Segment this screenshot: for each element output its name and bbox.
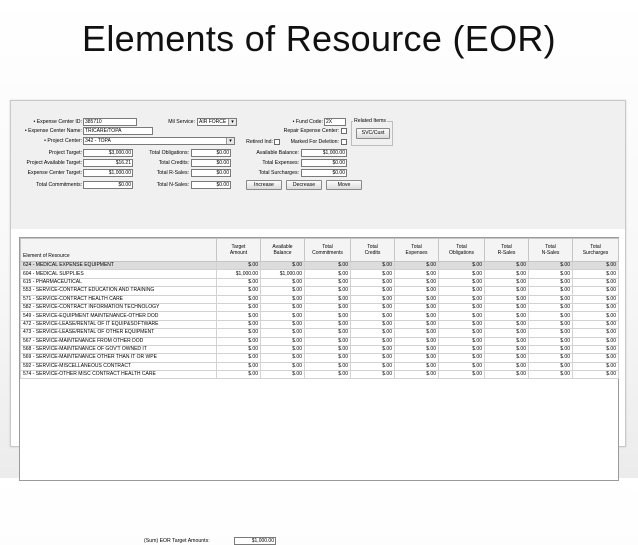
table-row[interactable] bbox=[21, 362, 619, 370]
amount-cell: $.00 bbox=[351, 287, 395, 295]
table-row[interactable] bbox=[21, 371, 619, 379]
amount-cell: $.00 bbox=[305, 354, 351, 362]
svc-cust-button[interactable]: SVC/Cust bbox=[356, 128, 390, 139]
table-row[interactable] bbox=[21, 320, 619, 328]
amount-cell: $1,000.00 bbox=[261, 270, 305, 278]
amount-cell: $.00 bbox=[305, 270, 351, 278]
expense-center-name-label: • Expense Center Name: bbox=[24, 128, 82, 134]
available-balance-field: $1,000.00 bbox=[301, 149, 347, 157]
amount-cell: $.00 bbox=[395, 262, 439, 270]
project-available-target-field: $16.21 bbox=[83, 159, 133, 167]
amount-cell: $.00 bbox=[439, 312, 485, 320]
amount-cell: $.00 bbox=[573, 371, 619, 379]
column-header[interactable]: Target Amount bbox=[217, 239, 261, 262]
column-header[interactable]: Total Surcharges bbox=[573, 239, 619, 262]
total-credits-field: $0.00 bbox=[191, 159, 231, 167]
grid-body bbox=[21, 262, 619, 379]
total-expenses-label: Total Expenses: bbox=[262, 160, 299, 166]
eor-name-cell: 568 - SERVICE-MAINTENANCE OF GOV'T OWNED IT bbox=[21, 345, 217, 353]
expense-center-id-field[interactable]: 385710 bbox=[83, 118, 137, 126]
table-row[interactable] bbox=[21, 329, 619, 337]
amount-cell: $.00 bbox=[573, 270, 619, 278]
column-header[interactable]: Total Obligations bbox=[439, 239, 485, 262]
eor-name-cell: 567 - SERVICE-MAINTENANCE FROM OTHER DOD bbox=[21, 337, 217, 345]
table-row[interactable] bbox=[21, 354, 619, 362]
amount-cell: $.00 bbox=[261, 371, 305, 379]
amount-cell: $.00 bbox=[485, 362, 529, 370]
amount-cell: $.00 bbox=[395, 287, 439, 295]
total-r-sales-field: $0.00 bbox=[191, 169, 231, 177]
amount-cell: $.00 bbox=[305, 329, 351, 337]
amount-cell: $.00 bbox=[439, 287, 485, 295]
column-header[interactable]: Total Expenses bbox=[395, 239, 439, 262]
eor-name-cell: 571 - SERVICE-CONTRACT HEALTH CARE bbox=[21, 295, 217, 303]
amount-cell: $.00 bbox=[529, 371, 573, 379]
eor-name-cell: 615 - PHARMACEUTICAL bbox=[21, 278, 217, 286]
amount-cell: $.00 bbox=[529, 303, 573, 311]
expense-center-form bbox=[11, 101, 625, 229]
expense-center-id-label: • Expense Center ID: bbox=[33, 119, 82, 125]
amount-cell: $.00 bbox=[217, 295, 261, 303]
amount-cell: $.00 bbox=[573, 362, 619, 370]
repair-expense-center-checkbox[interactable] bbox=[341, 128, 347, 134]
eor-name-cell: 574 - SERVICE-OTHER MISC CONTRACT HEALTH CARE bbox=[21, 371, 217, 379]
amount-cell: $.00 bbox=[261, 303, 305, 311]
amount-cell: $.00 bbox=[573, 354, 619, 362]
eor-name-cell: 472 - SERVICE-LEASE/RENTAL OF IT EQUIP&SOFTWARE bbox=[21, 320, 217, 328]
sum-target-label: (Sum) EOR Target Amounts: bbox=[144, 538, 210, 544]
amount-cell: $.00 bbox=[217, 303, 261, 311]
amount-cell: $.00 bbox=[261, 337, 305, 345]
amount-cell: $.00 bbox=[485, 287, 529, 295]
eor-name-cell: 473 - SERVICE-LEASE/RENTAL OF OTHER EQUIPMENT bbox=[21, 329, 217, 337]
amount-cell: $1,000.00 bbox=[217, 270, 261, 278]
eor-name-cell: 582 - SERVICE-CONTRACT INFORMATION TECHNOLOGY bbox=[21, 303, 217, 311]
table-row[interactable] bbox=[21, 287, 619, 295]
amount-cell: $.00 bbox=[573, 345, 619, 353]
amount-cell: $.00 bbox=[529, 329, 573, 337]
amount-cell: $.00 bbox=[351, 295, 395, 303]
amount-cell: $.00 bbox=[395, 295, 439, 303]
amount-cell: $.00 bbox=[217, 320, 261, 328]
table-row[interactable] bbox=[21, 270, 619, 278]
table-row[interactable] bbox=[21, 295, 619, 303]
table-row[interactable] bbox=[21, 303, 619, 311]
marked-for-deletion-label: Marked For Deletion: bbox=[290, 139, 339, 145]
related-items-label: Related Items bbox=[354, 118, 387, 124]
amount-cell: $.00 bbox=[351, 337, 395, 345]
amount-cell: $.00 bbox=[395, 371, 439, 379]
total-n-sales-label: Total N-Sales: bbox=[156, 182, 189, 188]
chevron-down-icon[interactable]: ▾ bbox=[228, 119, 236, 125]
amount-cell: $.00 bbox=[395, 362, 439, 370]
amount-cell: $.00 bbox=[573, 278, 619, 286]
amount-cell: $.00 bbox=[261, 312, 305, 320]
amount-cell: $.00 bbox=[529, 262, 573, 270]
project-target-label: Project Target: bbox=[48, 150, 82, 156]
amount-cell: $.00 bbox=[485, 354, 529, 362]
amount-cell: $.00 bbox=[439, 354, 485, 362]
column-header[interactable]: Total R-Sales bbox=[485, 239, 529, 262]
amount-cell: $.00 bbox=[261, 362, 305, 370]
amount-cell: $.00 bbox=[351, 320, 395, 328]
amount-cell: $.00 bbox=[573, 287, 619, 295]
eor-name-cell: 553 - SERVICE-CONTRACT EDUCATION AND TRAINING bbox=[21, 287, 217, 295]
project-target-field[interactable]: $3,000.00 bbox=[83, 149, 133, 157]
project-center-select[interactable] bbox=[83, 137, 235, 145]
amount-cell: $.00 bbox=[439, 278, 485, 286]
amount-cell: $.00 bbox=[395, 354, 439, 362]
amount-cell: $.00 bbox=[439, 320, 485, 328]
column-header[interactable]: Element of Resource bbox=[21, 239, 217, 262]
amount-cell: $.00 bbox=[351, 303, 395, 311]
eor-name-cell: 624 - MEDICAL EXPENSE EQUIPMENT bbox=[21, 262, 217, 270]
amount-cell: $.00 bbox=[261, 287, 305, 295]
expense-center-name-field[interactable]: TRICARE/TOPA bbox=[83, 127, 153, 135]
amount-cell: $.00 bbox=[305, 262, 351, 270]
amount-cell: $.00 bbox=[395, 303, 439, 311]
amount-cell: $.00 bbox=[261, 329, 305, 337]
amount-cell: $.00 bbox=[529, 337, 573, 345]
table-row[interactable] bbox=[21, 262, 619, 270]
retired-ind-label: Retired Ind: bbox=[246, 139, 273, 145]
mil-service-select[interactable] bbox=[197, 118, 237, 126]
amount-cell: $.00 bbox=[485, 262, 529, 270]
amount-cell: $.00 bbox=[351, 329, 395, 337]
total-commitments-label: Total Commitments: bbox=[36, 182, 82, 188]
amount-cell: $.00 bbox=[217, 354, 261, 362]
column-header[interactable]: Total Commitments bbox=[305, 239, 351, 262]
amount-cell: $.00 bbox=[529, 362, 573, 370]
fund-code-label: • Fund Code: bbox=[292, 119, 323, 125]
amount-cell: $.00 bbox=[217, 312, 261, 320]
amount-cell: $.00 bbox=[439, 362, 485, 370]
amount-cell: $.00 bbox=[395, 329, 439, 337]
mil-service-value: AIR FORCE bbox=[199, 119, 227, 125]
amount-cell: $.00 bbox=[351, 312, 395, 320]
expense-center-target-field[interactable]: $1,000.00 bbox=[83, 169, 133, 177]
grid-header-row bbox=[21, 239, 619, 262]
amount-cell: $.00 bbox=[217, 371, 261, 379]
eor-name-cell: 569 - SERVICE-MAINTENANCE OTHER THAN IT OR WPE bbox=[21, 354, 217, 362]
amount-cell: $.00 bbox=[395, 278, 439, 286]
amount-cell: $.00 bbox=[485, 345, 529, 353]
amount-cell: $.00 bbox=[261, 345, 305, 353]
amount-cell: $.00 bbox=[395, 270, 439, 278]
amount-cell: $.00 bbox=[305, 362, 351, 370]
amount-cell: $.00 bbox=[261, 295, 305, 303]
project-available-target-label: Project Available Target: bbox=[26, 160, 82, 166]
sum-target-value: $1,000.00 bbox=[234, 537, 276, 545]
amount-cell: $.00 bbox=[529, 295, 573, 303]
amount-cell: $.00 bbox=[305, 337, 351, 345]
slide-title: Elements of Resource (EOR) bbox=[82, 18, 556, 59]
amount-cell: $.00 bbox=[305, 303, 351, 311]
amount-cell: $.00 bbox=[217, 337, 261, 345]
eor-table bbox=[20, 238, 619, 379]
amount-cell: $.00 bbox=[529, 270, 573, 278]
amount-cell: $.00 bbox=[529, 287, 573, 295]
amount-cell: $.00 bbox=[485, 371, 529, 379]
amount-cell: $.00 bbox=[351, 270, 395, 278]
available-balance-label: Available Balance: bbox=[256, 150, 299, 156]
column-header[interactable]: Total N-Sales bbox=[529, 239, 573, 262]
amount-cell: $.00 bbox=[351, 354, 395, 362]
amount-cell: $.00 bbox=[217, 329, 261, 337]
total-credits-label: Total Credits: bbox=[158, 160, 189, 166]
total-surcharges-label: Total Surcharges: bbox=[258, 170, 299, 176]
table-row[interactable] bbox=[21, 345, 619, 353]
amount-cell: $.00 bbox=[485, 303, 529, 311]
amount-cell: $.00 bbox=[305, 312, 351, 320]
amount-cell: $.00 bbox=[351, 345, 395, 353]
amount-cell: $.00 bbox=[573, 262, 619, 270]
repair-expense-center-label: Repair Expense Center: bbox=[283, 128, 339, 134]
amount-cell: $.00 bbox=[217, 278, 261, 286]
amount-cell: $.00 bbox=[529, 354, 573, 362]
amount-cell: $.00 bbox=[573, 337, 619, 345]
amount-cell: $.00 bbox=[351, 262, 395, 270]
eor-name-cell: 592 - SERVICE-MISCELLANEOUS CONTRACT bbox=[21, 362, 217, 370]
amount-cell: $.00 bbox=[217, 362, 261, 370]
amount-cell: $.00 bbox=[439, 371, 485, 379]
column-header[interactable]: Total Credits bbox=[351, 239, 395, 262]
amount-cell: $.00 bbox=[485, 320, 529, 328]
amount-cell: $.00 bbox=[573, 303, 619, 311]
amount-cell: $.00 bbox=[485, 337, 529, 345]
eor-name-cell: 549 - SERVICE-EQUIPMENT MAINTENANCE-OTHER DOD bbox=[21, 312, 217, 320]
increase-button[interactable]: Increase bbox=[246, 180, 282, 190]
amount-cell: $.00 bbox=[485, 312, 529, 320]
amount-cell: $.00 bbox=[305, 278, 351, 286]
total-surcharges-field: $0.00 bbox=[301, 169, 347, 177]
eor-grid bbox=[19, 237, 619, 544]
project-center-value: 342 - TOPA bbox=[85, 138, 111, 144]
move-button[interactable]: Move bbox=[326, 180, 362, 190]
amount-cell: $.00 bbox=[217, 287, 261, 295]
eor-screenshot bbox=[10, 100, 626, 544]
marked-for-deletion-checkbox[interactable] bbox=[341, 139, 347, 145]
table-row[interactable] bbox=[21, 312, 619, 320]
amount-cell: $.00 bbox=[439, 337, 485, 345]
table-row[interactable] bbox=[21, 337, 619, 345]
mil-service-label: Mil Service: bbox=[168, 119, 195, 125]
amount-cell: $.00 bbox=[305, 371, 351, 379]
amount-cell: $.00 bbox=[395, 312, 439, 320]
project-center-label: • Project Center: bbox=[44, 138, 82, 144]
amount-cell: $.00 bbox=[529, 345, 573, 353]
amount-cell: $.00 bbox=[305, 295, 351, 303]
fund-code-field[interactable]: 2X bbox=[324, 118, 346, 126]
table-row[interactable] bbox=[21, 278, 619, 286]
amount-cell: $.00 bbox=[395, 337, 439, 345]
amount-cell: $.00 bbox=[351, 371, 395, 379]
amount-cell: $.00 bbox=[217, 262, 261, 270]
amount-cell: $.00 bbox=[573, 295, 619, 303]
amount-cell: $.00 bbox=[305, 345, 351, 353]
column-header[interactable]: Available Balance bbox=[261, 239, 305, 262]
total-expenses-field: $0.00 bbox=[301, 159, 347, 167]
amount-cell: $.00 bbox=[573, 312, 619, 320]
amount-cell: $.00 bbox=[529, 312, 573, 320]
amount-cell: $.00 bbox=[439, 262, 485, 270]
chevron-down-icon[interactable]: ▾ bbox=[226, 138, 234, 144]
amount-cell: $.00 bbox=[261, 320, 305, 328]
amount-cell: $.00 bbox=[217, 345, 261, 353]
amount-cell: $.00 bbox=[485, 329, 529, 337]
amount-cell: $.00 bbox=[439, 295, 485, 303]
amount-cell: $.00 bbox=[485, 295, 529, 303]
amount-cell: $.00 bbox=[351, 278, 395, 286]
amount-cell: $.00 bbox=[439, 270, 485, 278]
amount-cell: $.00 bbox=[395, 345, 439, 353]
amount-cell: $.00 bbox=[439, 345, 485, 353]
amount-cell: $.00 bbox=[529, 320, 573, 328]
total-n-sales-field: $0.00 bbox=[191, 181, 231, 189]
retired-ind-checkbox[interactable] bbox=[274, 139, 280, 145]
total-obligations-label: Total Obligations: bbox=[149, 150, 189, 156]
total-r-sales-label: Total R-Sales: bbox=[156, 170, 189, 176]
eor-name-cell: 604 - MEDICAL SUPPLIES bbox=[21, 270, 217, 278]
expense-center-target-label: Expense Center Target: bbox=[27, 170, 82, 176]
amount-cell: $.00 bbox=[573, 329, 619, 337]
decrease-button[interactable]: Decrease bbox=[286, 180, 322, 190]
amount-cell: $.00 bbox=[485, 278, 529, 286]
amount-cell: $.00 bbox=[439, 303, 485, 311]
amount-cell: $.00 bbox=[351, 362, 395, 370]
total-commitments-field: $0.00 bbox=[83, 181, 133, 189]
amount-cell: $.00 bbox=[261, 354, 305, 362]
total-obligations-field: $0.00 bbox=[191, 149, 231, 157]
amount-cell: $.00 bbox=[439, 329, 485, 337]
amount-cell: $.00 bbox=[485, 270, 529, 278]
amount-cell: $.00 bbox=[529, 278, 573, 286]
amount-cell: $.00 bbox=[261, 278, 305, 286]
amount-cell: $.00 bbox=[261, 262, 305, 270]
amount-cell: $.00 bbox=[395, 320, 439, 328]
amount-cell: $.00 bbox=[305, 320, 351, 328]
amount-cell: $.00 bbox=[305, 287, 351, 295]
amount-cell: $.00 bbox=[573, 320, 619, 328]
